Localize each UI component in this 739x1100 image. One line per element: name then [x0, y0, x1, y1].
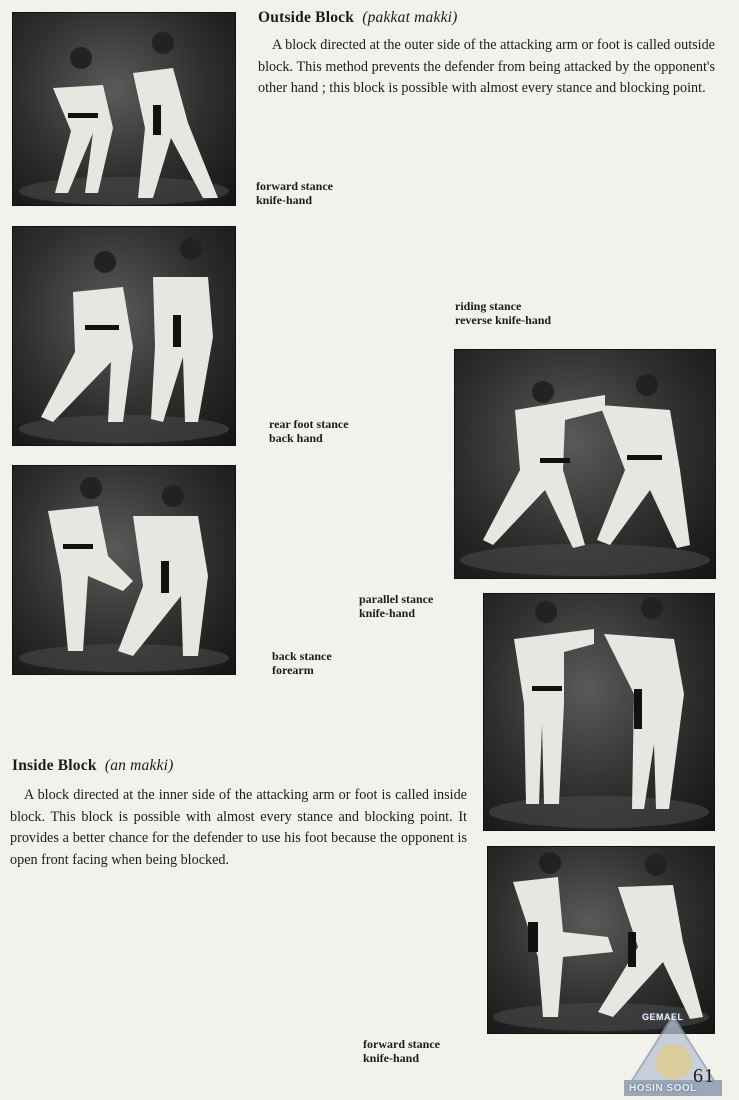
caption-rear-foot-stance: [269, 418, 349, 445]
caption-line2: forearm: [272, 662, 314, 677]
caption-line2: reverse knife-hand: [455, 312, 552, 327]
figures-illustration: [484, 594, 714, 830]
caption-back-stance: [272, 650, 332, 677]
photo-inside-forward-stance: [487, 846, 715, 1034]
outside-block-title: Outside Block: [258, 9, 355, 26]
caption-line1: forward stance: [363, 1037, 440, 1051]
caption-line1: riding stance: [455, 299, 522, 313]
caption-forward-stance-1: [256, 180, 333, 207]
page-number: 61: [693, 1065, 715, 1087]
figures-illustration: [13, 466, 235, 674]
caption-riding-stance: [455, 300, 551, 327]
watermark-top-text: GEMAEL: [642, 1012, 684, 1022]
caption-parallel-stance: [359, 593, 433, 620]
figures-illustration: [13, 13, 235, 205]
caption-line2: knife-hand: [359, 605, 416, 620]
inside-block-description: A block directed at the inner side of the attacking arm or foot is called inside block. This block is possible with almost every stance and blocking point. It provides a better chance for the defender to use his foot because the opponent is open front facing when being blocked.: [10, 787, 467, 868]
outside-block-description: A block directed at the outer side of the attacking arm or foot is called outside block. This method prevents the defender from being attacked by the opponent's other hand ; this block is possible with almost every stance and blocking point.: [258, 37, 715, 96]
caption-line2: knife-hand: [363, 1050, 420, 1065]
caption-line2: back hand: [269, 430, 323, 445]
inside-block-title: Inside Block: [12, 757, 97, 774]
photo-outside-back-stance: [12, 465, 236, 675]
photo-outside-rear-foot-stance: [12, 226, 236, 446]
figures-illustration: [455, 350, 715, 578]
figures-illustration: [13, 227, 235, 445]
watermark-bottom-text: HOSIN SOOL: [629, 1083, 697, 1094]
figures-illustration: [488, 847, 714, 1033]
caption-forward-stance-2: [363, 1038, 440, 1065]
inside-block-heading: [12, 757, 174, 775]
outside-block-subtitle: (pakkat makki): [362, 9, 458, 26]
caption-line1: forward stance: [256, 179, 333, 193]
photo-outside-parallel-stance: [483, 593, 715, 831]
caption-line1: back stance: [272, 649, 332, 663]
caption-line1: rear foot stance: [269, 417, 349, 431]
inside-block-subtitle: (an makki): [104, 757, 174, 774]
outside-block-heading: [258, 9, 458, 27]
photo-outside-forward-stance: [12, 12, 236, 206]
caption-line2: knife-hand: [256, 192, 313, 207]
caption-line1: parallel stance: [359, 592, 434, 606]
photo-outside-riding-stance: [454, 349, 716, 579]
